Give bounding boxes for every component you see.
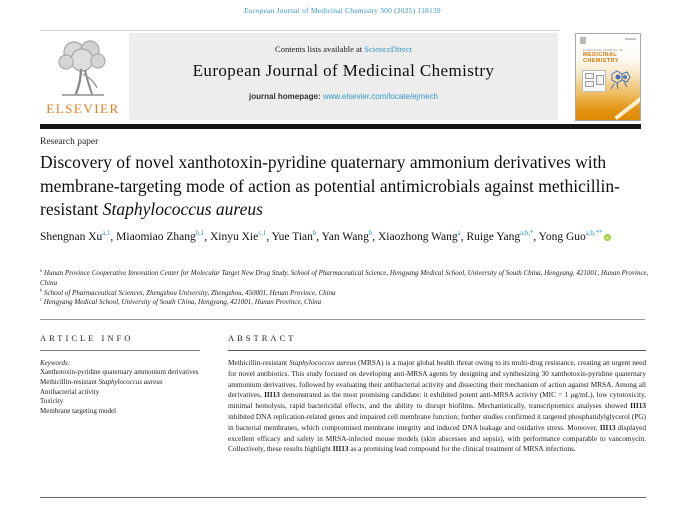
cover-publisher-mark-icon bbox=[580, 37, 586, 44]
abstract-text: Methicillin-resistant Staphylococcus aureus (MRSA) is a major global health threat owing to its multi-drug resistance, creating an urgent need for novel antibiotics. This study focused on developing anti-MRSA agents by designing and synthesizing 30 xanthotoxin-pyridine quaternary ammonium derivatives, followed by evaluating their antibacterial activity and dissecting their mechanism of action against MRSA. Among all derivatives, III13 demonstrated as the most promising candidate: it exhibited potent anti-MRSA activity (MIC = 1 μg/mL), low cytotoxicity, minimal hemolysis, rapid bactericidal effects, and the ability to disrupt biofilms. Mechanistically, transcriptomics analyses showed III13 inhibited DNA replication-related genes and impaired cell membrane function; further studies confirmed it targeted phosphatidylglycerol (PG) in bacterial membranes, which compromised membrane integrity and induced DNA leakage and oxidative stress. Moreover, III13 displayed excellent efficacy and safety in MRSA-infected mouse models (skin abscesses and sepsis), with performance comparable to vancomycin. Collectively, these results highlight III13 as a promising lead compound for the clinical treatment of MRSA infections. bbox=[228, 358, 646, 454]
homepage-label: journal homepage: bbox=[249, 92, 323, 101]
affiliation: $^a$ Hunan Province Cooperative Innovation Center for Molecular Target New Drug Study, School of Pharmaceutical Science, Hengyang Medical School, University of South China, Hengyang, 421001, Hunan Province, China bbox=[40, 267, 649, 287]
affiliation: $^c$ Hengyang Medical School, University of South China, Hengyang, 421001, Hunan Province, China bbox=[40, 297, 322, 307]
running-head-citation[interactable]: European Journal of Medicinal Chemistry 300 (2025) 118139 bbox=[244, 6, 441, 15]
author: Ruige Yang$^{a,b,*}$, bbox=[466, 230, 539, 243]
journal-homepage-line bbox=[129, 92, 558, 101]
author-affiliation-sup[interactable]: a bbox=[457, 230, 461, 238]
keyword-item: Antibacterial activity bbox=[40, 387, 100, 396]
article-title-species: Staphylococcus aureus bbox=[102, 199, 263, 219]
author-affiliation-sup[interactable]: b bbox=[368, 230, 373, 238]
cover-journal-name-small: EUROPEAN JOURNAL OF bbox=[583, 48, 624, 52]
divider bbox=[228, 350, 646, 351]
article-info-column bbox=[40, 333, 200, 455]
cover-issue-mark bbox=[625, 38, 636, 40]
article-type-label: Research paper bbox=[40, 137, 99, 147]
keyword-item: Membrane targeting model bbox=[40, 407, 117, 416]
divider bbox=[40, 497, 646, 498]
cover-title-line2: CHEMISTRY bbox=[583, 58, 619, 64]
divider bbox=[40, 30, 560, 31]
article-title-text: Discovery of novel xanthotoxin-pyridine quaternary ammonium derivatives with membrane-targeting mode of action as potential antimicrobials against methicillin-resistant bbox=[40, 152, 620, 219]
author-affiliation-sup[interactable]: b bbox=[312, 230, 317, 238]
contents-lists-line bbox=[129, 44, 558, 54]
cover-molecule-art bbox=[606, 66, 632, 92]
cover-diagonal-mark bbox=[614, 96, 641, 120]
divider bbox=[40, 350, 200, 351]
article-info-heading: ARTICLE INFO bbox=[40, 333, 134, 343]
keyword-item: Toxicity bbox=[40, 397, 64, 406]
author-affiliation-sup[interactable]: a,1 bbox=[102, 230, 111, 238]
author: Xiaozhong Wang$^a$, bbox=[377, 230, 467, 243]
keyword-item: Methicillin-resistant Staphylococcus aureus bbox=[40, 377, 163, 386]
info-abstract-columns bbox=[40, 333, 646, 455]
journal-cover-thumbnail[interactable] bbox=[575, 33, 641, 121]
cover-figure-panel bbox=[582, 70, 606, 92]
elsevier-logo bbox=[40, 36, 126, 120]
keywords-label: Keywords: bbox=[40, 359, 71, 367]
article-title bbox=[40, 151, 654, 222]
cover-journal-title bbox=[583, 52, 619, 64]
orcid-icon[interactable] bbox=[604, 234, 611, 241]
author: Yue Tian$^b$, bbox=[271, 230, 322, 243]
author: Miaomiao Zhang$^{b,1}$, bbox=[116, 230, 210, 243]
sciencedirect-link[interactable]: ScienceDirect bbox=[364, 44, 412, 54]
author-list bbox=[40, 229, 620, 245]
author-affiliation-sup[interactable]: c,1 bbox=[258, 230, 267, 238]
journal-title: European Journal of Medicinal Chemistry bbox=[192, 61, 495, 80]
header-rule bbox=[40, 124, 641, 129]
elsevier-tree-icon bbox=[52, 36, 114, 100]
journal-header-box bbox=[129, 33, 558, 120]
cover-title-line1: MEDICINAL bbox=[583, 52, 618, 58]
divider bbox=[40, 319, 645, 320]
affiliation-list bbox=[40, 269, 652, 308]
author: Xinyu Xie$^{c,1}$, bbox=[209, 230, 272, 243]
abstract-column bbox=[228, 333, 646, 455]
author: Shengnan Xu$^{a,1}$, bbox=[40, 230, 117, 243]
abstract-heading: ABSTRACT bbox=[228, 333, 297, 343]
keyword-item: Xanthotoxin-pyridine quaternary ammonium derivatives bbox=[40, 368, 199, 376]
author: Yong Guo$^{a,b,**}$iD bbox=[539, 231, 612, 243]
author-affiliation-sup[interactable]: a,b,** bbox=[585, 230, 603, 238]
author: Yan Wang$^b$, bbox=[321, 230, 378, 243]
journal-homepage-link[interactable]: www.elsevier.com/locate/ejmech bbox=[322, 92, 438, 101]
elsevier-wordmark: ELSEVIER bbox=[46, 101, 120, 116]
author-affiliation-sup[interactable]: b,1 bbox=[195, 230, 205, 238]
author-affiliation-sup[interactable]: a,b,* bbox=[520, 230, 534, 238]
contents-lists-text: Contents lists available at bbox=[275, 44, 365, 54]
affiliation: $^b$ School of Pharmaceutical Sciences, Zhengzhou University, Zhengzhou, 450001, Henan Province, China bbox=[40, 287, 336, 297]
